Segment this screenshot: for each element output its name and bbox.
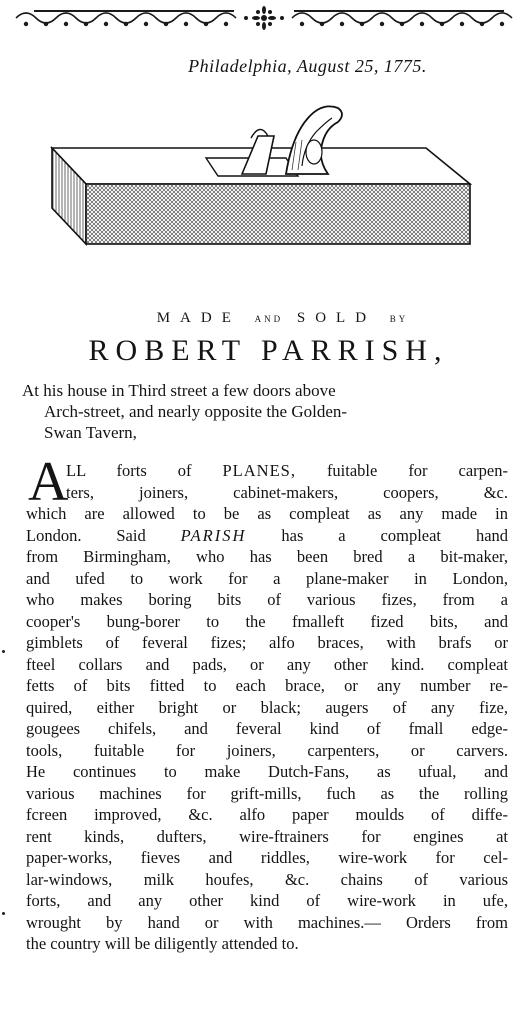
body-line: gougees chifels, and feveral kind of fmall edge- [26,719,508,738]
margin-mark [2,912,5,915]
address-line: At his house in Third street a few doors above [22,381,336,400]
body-line: cooper's bung-borer to the fmalleft fized bits, and [26,611,508,631]
body-line: He continues to make Dutch-Fans, as ufual, and [26,762,508,781]
body-line: lar-windows, milk houfes, &c. chains of various [26,869,508,889]
body-line: from Birmingham, who has been bred a bit-maker, [26,547,508,566]
address-line: Arch-street, and nearly opposite the Golden- [44,402,348,421]
body-line: forts, and any other kind of wire-work in ufe, [26,891,508,910]
body-line: fteel collars and pads, or any other kind. compleat [26,654,508,674]
by-word: BY [389,314,409,324]
body-line [26,460,508,482]
body-line: quired, either bright or black; augers of any fize, [26,697,508,717]
body-line: paper-works, fieves and riddles, wire-work for cel- [26,848,508,867]
bench-plane-icon [46,96,476,256]
sold-word: SOLD [296,310,377,326]
drop-cap: A [28,451,69,513]
body-line-start: London. Said [26,525,146,545]
body-line: tools, fuitable for joiners, carpenters, or carvers. [26,740,508,760]
made-word: MADE [156,310,241,326]
body-line-start: LL forts of [66,461,192,480]
body-line: and ufed to work for a plane-maker in London, [26,568,508,588]
body-line-end: fuitable for carpen- [326,461,508,480]
body-line: which are allowed to be as compleat as any made in [26,504,508,523]
advertisement-body [26,460,508,955]
margin-mark [2,650,5,653]
body-line: wrought by hand or with machines.— Orders from [26,912,508,932]
body-line: fetts of bits fitted to each brace, or any number re- [26,676,508,695]
address-line: Swan Tavern, [44,423,137,442]
body-line: ters, joiners, cabinet-makers, coopers, &c. [66,482,508,502]
and-word: AND [254,314,284,324]
address-block [22,380,512,443]
ornament-rule [14,6,514,32]
body-line: rent kinds, dufters, wire-ftrainers for engines at [26,826,508,846]
body-line: various machines for grift-mills, fuch as the rolling [26,783,508,803]
dateline: Philadelphia, August 25, 1775. [188,56,427,76]
body-line [26,525,508,547]
made-and-sold-by-line [0,310,525,327]
body-line: the country will be diligently attended to. [26,934,299,953]
planes-word: PLANES, [222,461,296,480]
body-line: who makes boring bits of various fizes, from a [26,590,508,609]
body-line: fcreen improved, &c. alfo paper moulds of diffe- [26,805,508,824]
maker-name: ROBERT PARRISH, [88,334,449,367]
body-line: gimblets of feveral fizes; alfo braces, with brafs or [26,633,508,652]
body-line-end: has a compleat hand [281,525,509,545]
parish-name: PARISH [180,525,247,545]
